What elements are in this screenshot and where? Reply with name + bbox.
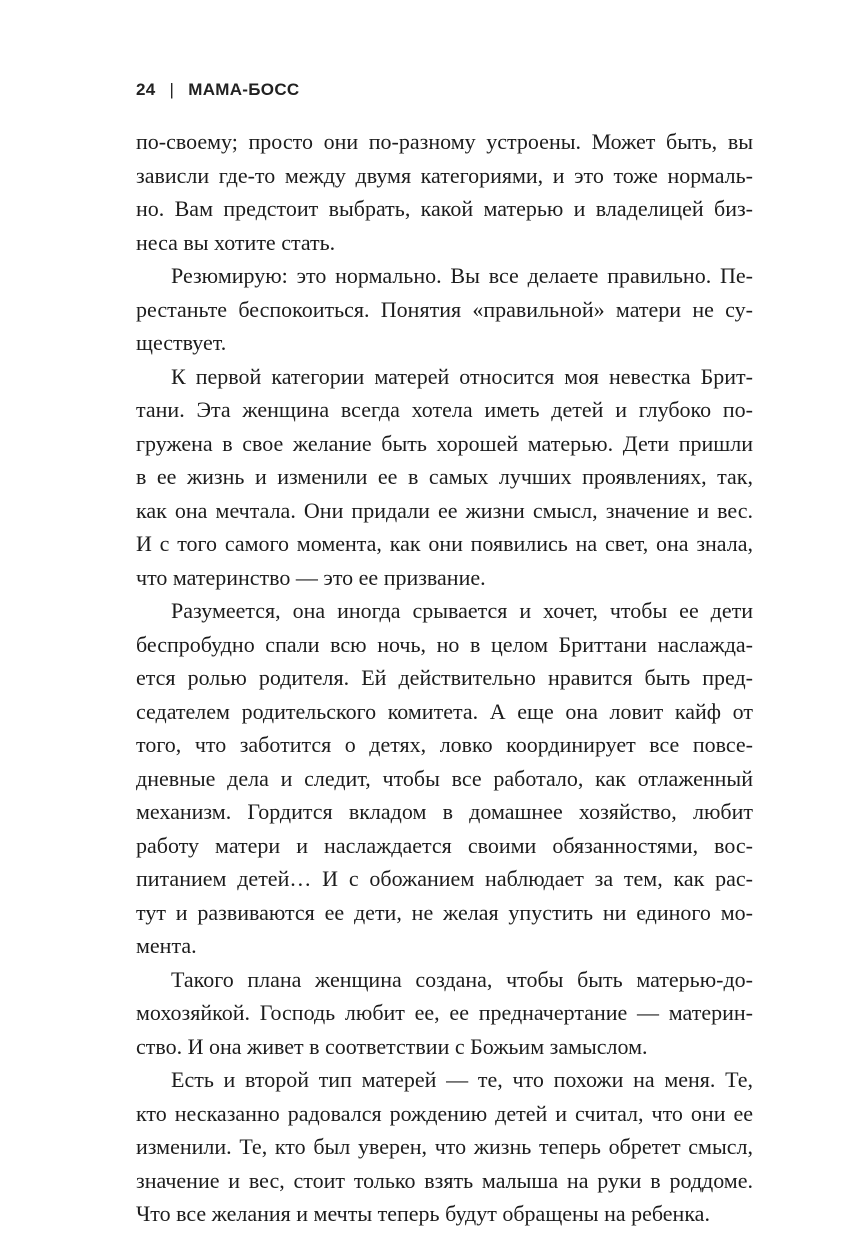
text-line: ществует. (136, 330, 227, 355)
text-line: Такого плана женщина создана, чтобы быть матерью-до- (171, 966, 753, 992)
text-line: что материнство — это ее призвание. (136, 564, 486, 590)
text-line: тани. Эта женщина всегда хотела иметь детей и глубоко по- (136, 397, 753, 422)
body-text (136, 125, 753, 1231)
paragraph (136, 360, 753, 595)
text-line: гружена в свое желание быть хорошей матерью. Дети пришли (136, 430, 753, 456)
text-line: рестаньте беспокоиться. Понятия «правильной» матери не су- (136, 296, 753, 322)
text-line: в ее жизнь и изменили ее в самых лучших проявлениях, так, (136, 464, 753, 489)
paragraph (136, 259, 753, 360)
text-line: И с того самого момента, как они появились на свет, она знала, (136, 531, 753, 556)
header-separator: | (169, 80, 175, 99)
text-line: тут и развиваются ее дети, не желая упустить ни единого мо- (136, 899, 753, 925)
text-line: работу матери и наслаждается своими обязанностями, вос- (136, 832, 753, 858)
paragraph (136, 125, 753, 259)
text-line: зависли где-то между двумя категориями, и это тоже нормаль- (136, 162, 753, 188)
text-line: ство. И она живет в соответствии с Божьим замыслом. (136, 1033, 648, 1059)
text-line: того, что заботится о детях, ловко координирует все повсе- (136, 732, 753, 757)
paragraph (136, 963, 753, 1064)
page-number: 24 (136, 80, 156, 99)
text-line: Резюмирую: это нормально. Вы все делаете правильно. Пе- (171, 263, 753, 288)
text-line: К первой категории матерей относится моя невестка Брит- (171, 363, 753, 389)
text-line: как она мечтала. Они придали ее жизни смысл, значение и вес. (136, 497, 753, 523)
text-line: значение и вес, стоит только взять малыша на руки в роддоме. (136, 1167, 753, 1193)
text-line: мохозяйкой. Господь любит ее, ее предначертание — материн- (136, 1000, 753, 1025)
text-line: Что все желания и мечты теперь будут обращены на ребенка. (136, 1201, 710, 1226)
paragraph (136, 594, 753, 963)
text-line: изменили. Те, кто был уверен, что жизнь теперь обретет смысл, (136, 1134, 753, 1159)
paragraph (136, 1063, 753, 1231)
text-line: механизм. Гордится вкладом в домашнее хозяйство, любит (136, 799, 753, 824)
text-line: по-своему; просто они по-разному устроены. Может быть, вы (136, 129, 753, 154)
text-line: ется ролью родителя. Ей действительно нравится быть пред- (136, 665, 753, 690)
text-line: кто несказанно радовался рождению детей и считал, что они ее (136, 1100, 753, 1126)
text-line: Есть и второй тип матерей — те, что похожи на меня. Те, (171, 1067, 753, 1092)
text-line: питанием детей… И с обожанием наблюдает за тем, как рас- (136, 866, 753, 891)
text-line: дневные дела и следит, чтобы все работало, как отлаженный (136, 765, 753, 791)
text-line: мента. (136, 933, 197, 958)
book-title: МАМА-БОСС (188, 80, 300, 99)
text-line: неса вы хотите стать. (136, 229, 336, 255)
running-header (136, 80, 299, 100)
text-line: беспробудно спали всю ночь, но в целом Бриттани наслажда- (136, 631, 753, 657)
text-line: седателем родительского комитета. А еще она ловит кайф от (136, 698, 753, 724)
text-line: Разумеется, она иногда срывается и хочет, чтобы ее дети (171, 598, 753, 623)
text-line: но. Вам предстоит выбрать, какой матерью и владелицей биз- (136, 196, 753, 221)
